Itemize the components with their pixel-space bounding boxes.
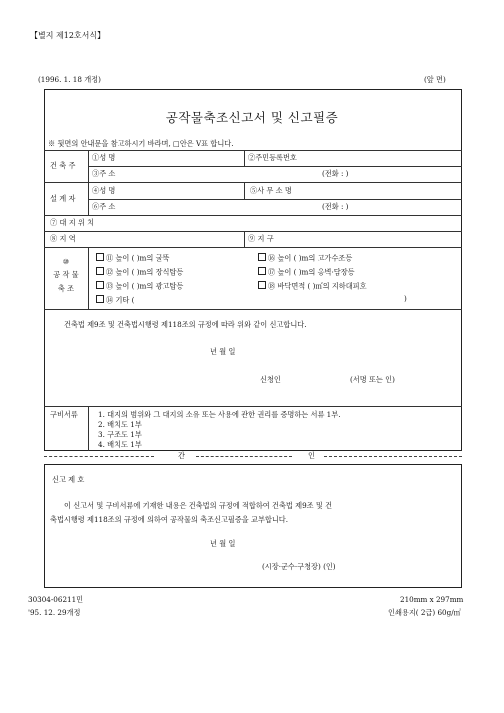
structure-label-num: ⑩: [62, 257, 70, 266]
applicant-label: 신청인: [260, 375, 281, 384]
certificate-body-2: 축법시행령 제118조의 규정에 의하여 공작물의 축조신고필증을 교부합니다.: [50, 515, 289, 524]
attachment-1: 1. 대지의 범위와 그 대지의 소유 또는 사용에 관한 권리를 증명하는 서류 1부.: [98, 410, 341, 419]
structure-label-2: 축 조: [57, 284, 75, 293]
builder-phone-field[interactable]: (전화 : ): [322, 169, 349, 178]
cut-line-mid: [196, 456, 292, 457]
declaration-text: 건축법 제9조 및 건축법시행령 제118조의 규정에 따라 위와 같이 신고합니다.: [64, 320, 307, 329]
zone-field[interactable]: ⑧ 지 역: [50, 234, 76, 243]
attachment-4: 4. 배치도 1부: [98, 440, 142, 449]
cut-line-right: [324, 456, 462, 457]
cut-line-left: [44, 456, 154, 457]
designer-label: 설 계 자: [50, 194, 76, 203]
site-location-field[interactable]: ⑦ 대 지 위 치: [50, 218, 95, 227]
page-side: (앞 면): [424, 75, 446, 84]
designer-office-field[interactable]: ⑤사 무 소 명: [250, 186, 292, 195]
checkbox-icon[interactable]: [258, 253, 266, 261]
footer-size: 210mm x 297mm: [400, 595, 464, 604]
structure-option-chimney[interactable]: ⑪ 높이 ( )m의 굴뚝: [96, 253, 169, 262]
checkbox-icon[interactable]: [96, 281, 104, 289]
footer-revised: '95. 12. 29개정: [28, 608, 81, 617]
signature-field[interactable]: (서명 또는 인): [350, 375, 395, 384]
certificate-box: [44, 464, 462, 588]
structure-option-retaining-wall[interactable]: ⑰ 높이 ( )m의 옹벽·담장등: [258, 267, 355, 276]
structure-other-close: ): [404, 294, 407, 303]
cut-label-right: 인: [308, 451, 315, 460]
designer-address-field[interactable]: ⑥주 소: [92, 202, 116, 211]
checkbox-icon[interactable]: [96, 253, 104, 261]
cut-label-left: 간: [178, 451, 185, 460]
builder-rrn-field[interactable]: ②주민등록번호: [248, 153, 297, 162]
form-number: 【별지 제12호서식】: [30, 31, 106, 40]
checkbox-icon[interactable]: [96, 267, 104, 275]
structure-option-shelter[interactable]: ⑱ 바닥면적 ( )㎡의 지하대피호: [258, 281, 367, 290]
checkbox-icon[interactable]: [96, 295, 104, 303]
designer-phone-field[interactable]: (전화 : ): [322, 202, 349, 211]
footer-paper: 인쇄용지( 2급) 60g/㎡: [388, 608, 461, 617]
structure-option-ad-tower[interactable]: ⑬ 높이 ( )m의 광고탑등: [96, 281, 183, 290]
checkbox-icon[interactable]: [258, 267, 266, 275]
attachment-2: 2. 배치도 1부: [98, 420, 142, 429]
footer-code: 30304-06211민: [28, 595, 84, 604]
certificate-number[interactable]: 신고 제 호: [52, 475, 85, 484]
builder-label: 건 축 주: [50, 161, 76, 170]
attachments-label: 구비서류: [50, 410, 78, 419]
structure-option-decor-tower[interactable]: ⑫ 높이 ( )m의 장식탑등: [96, 267, 183, 276]
revision-date: (1996. 1. 18 개정): [38, 75, 101, 84]
form-title: 공작물축조신고서 및 신고필증: [165, 110, 339, 125]
structure-label: 공 작 물: [53, 270, 79, 279]
certificate-body-1: 이 신고서 및 구비서류에 기재한 내용은 건축법의 규정에 적합하여 건축법 제9조 및 건: [64, 501, 333, 510]
certificate-issuer: (시장·군수·구청장) (인): [262, 562, 336, 571]
builder-name-field[interactable]: ①성 명: [92, 153, 116, 162]
declaration-date[interactable]: 년 월 일: [210, 347, 236, 356]
district-field[interactable]: ⑨ 지 구: [248, 234, 274, 243]
notice-text: ※ 뒷면의 안내문을 참고하시기 바라며, □안은 V표 합니다.: [48, 139, 234, 148]
structure-option-other[interactable]: ⑭ 기타 (: [96, 295, 134, 304]
attachment-3: 3. 구조도 1부: [98, 430, 142, 439]
checkbox-icon[interactable]: [258, 281, 266, 289]
structure-option-water-tank[interactable]: ⑯ 높이 ( )m의 고가수조등: [258, 253, 352, 262]
builder-address-field[interactable]: ③주 소: [92, 169, 116, 178]
designer-name-field[interactable]: ④성 명: [92, 186, 116, 195]
certificate-date[interactable]: 년 월 일: [210, 539, 236, 548]
